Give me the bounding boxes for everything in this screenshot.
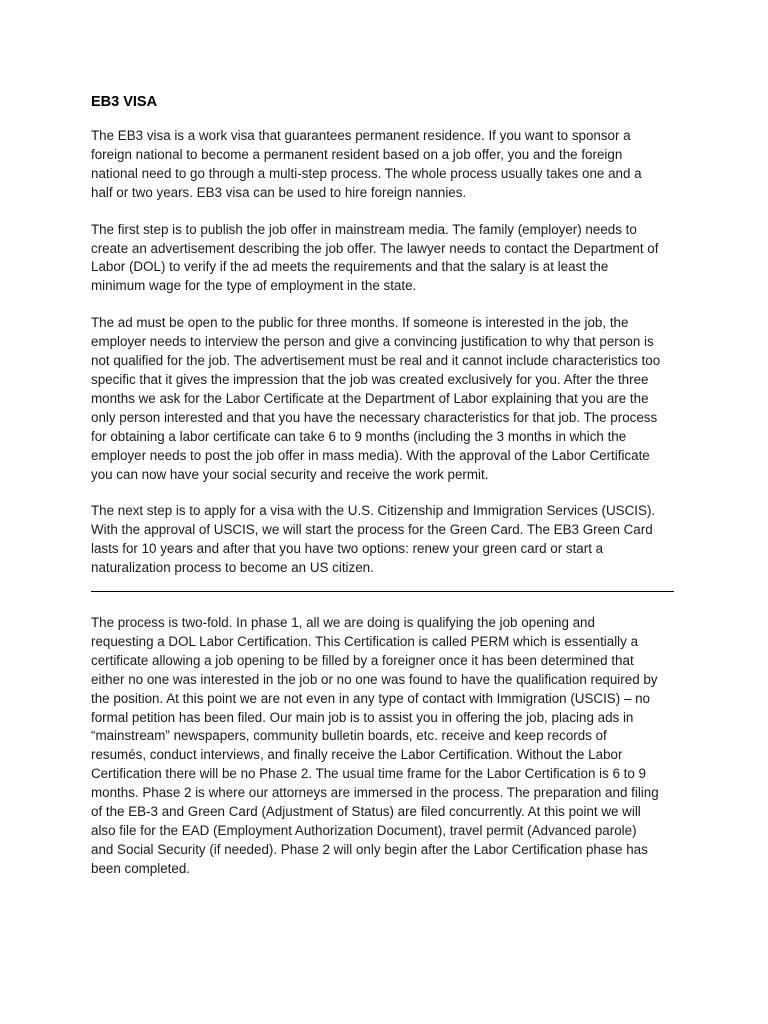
text-line: naturalization process to become an US citizen. (91, 560, 374, 576)
text-line: specific that it gives the impression that the job was created exclusively for you. After the three (91, 371, 649, 387)
text-line: for obtaining a labor certificate can take 6 to 9 months (including the 3 months in which the (91, 428, 627, 444)
text-line: foreign national to become a permanent resident based on a job offer, you and the foreign (91, 146, 623, 162)
text-line: The ad must be open to the public for three months. If someone is interested in the job, the (91, 315, 629, 331)
text-line: half or two years. EB3 visa can be used to hire foreign nannies. (91, 184, 467, 200)
text-line: With the approval of USCIS, we will start the process for the Green Card. The EB3 Green Card (91, 522, 653, 538)
text-line: of the EB-3 and Green Card (Adjustment of Status) are filed concurrently. At this point we will (91, 804, 641, 820)
text-line: The process is two-fold. In phase 1, all we are doing is qualifying the job opening and (91, 615, 595, 631)
text-line: months. Phase 2 is where our attorneys are immersed in the process. The preparation and filing (91, 785, 659, 801)
paragraph-first-step (91, 221, 677, 297)
text-line: employer needs to interview the person and give a convincing justification to why that person is (91, 334, 654, 350)
text-line: minimum wage for the type of employment in the state. (91, 278, 417, 294)
text-line: The EB3 visa is a work visa that guarantees permanent residence. If you want to sponsor a (91, 128, 631, 143)
text-line: Labor (DOL) to verify if the ad meets the requirements and that the salary is at least the (91, 259, 609, 275)
text-line: The next step is to apply for a visa with the U.S. Citizenship and Immigration Services (USCIS). (91, 503, 656, 519)
text-line: and Social Security (if needed). Phase 2 will only begin after the Labor Certification phase has (91, 841, 648, 857)
divider-line (91, 591, 674, 592)
paragraph-ad-requirements (91, 314, 677, 484)
text-line: employer needs to post the job offer in mass media). With the approval of the Labor Certificate (91, 447, 650, 463)
paragraph-intro (91, 127, 677, 203)
paragraph-two-phase-process (91, 614, 677, 879)
text-line: “mainstream” newspapers, community bulletin boards, etc. receive and keep records of (91, 728, 607, 744)
text-line: lasts for 10 years and after that you have two options: renew your green card or start a (91, 541, 604, 557)
text-line: The first step is to publish the job offer in mainstream media. The family (employer) needs to (91, 221, 637, 237)
document-title: EB3 VISA (91, 94, 158, 110)
text-line: resumés, conduct interviews, and finally receive the Labor Certification. Without the Labor (91, 747, 623, 763)
text-line: you can now have your social security and receive the work permit. (91, 466, 489, 482)
text-line: formal petition has been filed. Our main job is to assist you in offering the job, placing ads in (91, 709, 634, 725)
text-line: months we ask for the Labor Certificate at the Department of Labor explaining that you are the (91, 390, 649, 406)
text-line: national need to go through a multi-step process. The whole process usually takes one and a (91, 165, 642, 181)
text-line: only person interested and that you have the necessary characteristics for that job. The process (91, 409, 658, 425)
text-line: not qualified for the job. The advertisement must be real and it cannot include characteristics too (91, 353, 661, 369)
text-line: create an advertisement describing the job offer. The lawyer needs to contact the Department of (91, 240, 659, 256)
horizontal-rule (91, 578, 677, 596)
paragraph-next-step (91, 502, 677, 578)
text-line: certificate allowing a job opening to be filled by a foreigner once it has been determined that (91, 652, 634, 668)
text-line: the position. At this point we are not even in any type of contact with Immigration (USCIS) – no (91, 690, 650, 706)
text-line: been completed. (91, 860, 191, 876)
text-line: requesting a DOL Labor Certification. This Certification is called PERM which is essentially a (91, 633, 639, 649)
document-page (91, 93, 677, 897)
text-line: Certification there will be no Phase 2. The usual time frame for the Labor Certification is 6 to 9 (91, 766, 646, 782)
text-line: also file for the EAD (Employment Authorization Document), travel permit (Advanced parole) (91, 823, 637, 838)
text-line: either no one was interested in the job or no one was found to have the qualification required by (91, 671, 658, 687)
